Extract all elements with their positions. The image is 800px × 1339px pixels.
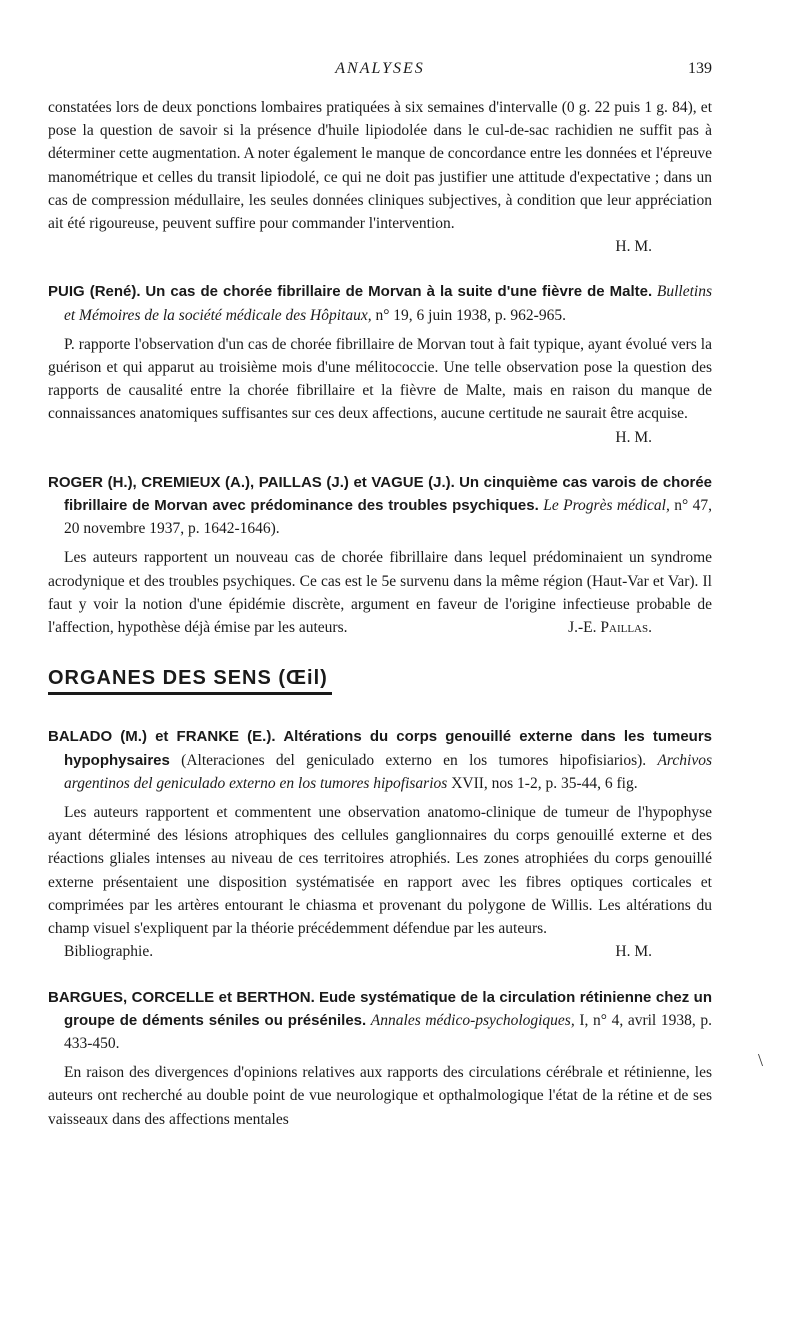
reference-journal: Archivos argentinos del geniculado externo en los tumores hipofisarios (64, 751, 712, 792)
reference-citation: n° 19, 6 juin 1938, p. 962-965. (375, 306, 566, 324)
abstract-paragraph: P. rapporte l'observation d'un cas de chorée fibrillaire de Morvan tout à fait typique, ayant évolué vers la guérison et qui apparut au troisième mois d'une mélitococcie. Une telle observation pose la question des rapports de causalité entre la chorée fibrillaire et la fièvre de Malte, mais en raison du manque de connaissances anatomiques suffisantes sur ces deux affections, aucune certitude ne saurait être acquise. (48, 335, 712, 423)
section-heading: ORGANES DES SENS (Œil) (48, 667, 332, 695)
reference-authors: PUIG (René). (48, 283, 141, 301)
signature: H. M. (615, 428, 652, 446)
abstract-paragraph: En raison des divergences d'opinions relatives aux rapports des circulations cérébrale et rétinienne, les auteurs ont recherché au double point de vue neurologique et opthalmologique l'état de la rétine et de ses vaisseaux dans des affections mentales (48, 1064, 712, 1128)
reference-citation: I, n° 4, avril 1938, p. 433-450. (64, 1011, 712, 1052)
page-number: 139 (688, 60, 712, 77)
running-title: ANALYSES (335, 60, 425, 77)
abstract-paragraph: Les auteurs rapportent et commentent une observation anatomo-clinique de tumeur de l'hypophyse ayant déterminé des lésions atrophiques des cellules ganglionnaires du corps genouillé externe et des réactions gliales intenses au niveau de ces territoires atrophiés. Les zones atrophiées du corps genouillé externe présentaient une disposition systématisée en rapport avec les fibres optiques corticales et comprimées par les artères entourant le chiasma et provenant du polygone de Willis. Les altérations du champ visuel s'expliquent par la théorie précédemment défendue par les auteurs. (48, 804, 712, 938)
page-body (48, 96, 712, 1131)
abstract-text: Les auteurs rapportent un nouveau cas de chorée fibrillaire dans lequel prédominaient un syndrome acrodynique et des troubles psychiques. Ce cas est le 5e survenu dans la même région (Haut-Var et Var). Il faut y voir la notion d'une épidémie discrète, argument en faveur de l'origine infectieuse probable de l'affection, hypothèse déjà émise par les auteurs. (48, 549, 712, 637)
reference-citation: XVII, nos 1-2, p. 35-44, 6 fig. (451, 774, 638, 792)
reference-entry (48, 725, 712, 795)
reference-title: Un cinquième cas varois de chorée fibrillaire de Morvan avec prédominance des troubles psychiques. (64, 473, 713, 515)
reference-title: Un cas de chorée fibrillaire de Morvan à la suite d'une fièvre de Malte. (145, 283, 653, 301)
bibliography-line (48, 940, 712, 963)
abstract-paragraph (48, 546, 712, 639)
reference-entry (48, 471, 712, 541)
reference-journal: Le Progrès médical, (543, 497, 670, 515)
reference-authors: BARGUES, CORCELLE et BERTHON. (48, 988, 315, 1006)
reference-entry (48, 986, 712, 1056)
page-header (48, 60, 712, 84)
margin-mark: \ (758, 1050, 764, 1070)
reference-title: Eude systématique de la circulation rétinienne chez un groupe de déments séniles ou préséniles. (64, 988, 713, 1029)
reference-authors: BALADO (M.) et FRANKE (E.). (48, 728, 276, 746)
reference-entry (48, 280, 712, 326)
reference-journal: Bulletins et Mémoires de la société médicale des Hôpitaux, (64, 283, 713, 324)
reference-title: Altérations du corps genouillé externe dans les tumeurs hypophysaires (64, 728, 713, 769)
reference-subtitle: (Alteraciones del geniculado externo en los tumores hipofisiarios). (181, 751, 647, 769)
reference-authors: ROGER (H.), CREMIEUX (A.), PAILLAS (J.) et VAGUE (J.). (48, 473, 455, 491)
signature: J.-E. Paillas. (568, 619, 652, 637)
reference-journal: Annales médico-psychologiques, (370, 1011, 575, 1029)
continuation-paragraph: constatées lors de deux ponctions lombaires pratiquées à six semaines d'intervalle (0 g. 22 puis 1 g. 84), et pose la question de savoir si la présence d'huile lipiodolée dans le cul-de-sac rachidien ne suffit pas à déterminer cette augmentation. A noter également le manque de concordance entre les données et l'épreuve manométrique et celles du transit lipiodolé, ce qui ne doit pas justifier une attitude d'expectative ; dans un cas de compression médullaire, les seules données cliniques subjectives, à condition que leur appréciation ait été rigoureuse, peuvent suffire pour commander l'intervention. (48, 99, 712, 233)
signature: H. M. (615, 943, 652, 961)
bibliography-label: Bibliographie. (64, 943, 154, 961)
signature: H. M. (615, 238, 652, 256)
reference-citation: n° 47, 20 novembre 1937, p. 1642-1646). (64, 497, 713, 538)
